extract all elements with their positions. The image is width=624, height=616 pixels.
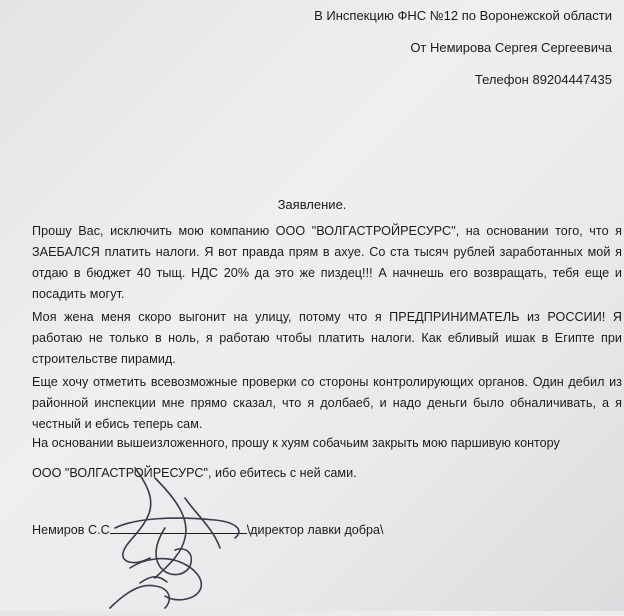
signer-title: \директор лавки добра\ [246,523,384,537]
paragraph-2: Моя жена меня скоро выгонит на улицу, потому что я ПРЕДПРИНИМАТЕЛЬ из РОССИИ! Я работаю не только в ноль, я работаю чтобы платить налоги. Как ебливый ишак в Египте при строительстве пирамид. [32,310,622,366]
signer-name: Немиров С.С [32,523,110,537]
paragraph-1: Прошу Вас, исключить мою компанию ООО "ВОЛГАСТРОЙРЕСУРС", на основании того, что я ЗАЕБАЛСЯ платить налоги. Я вот правда прям в ахуе. Со ста тысяч рублей заработанных мой я отдаю в бюджет 40 тыщ. НДС 20% да это же пиздец!!! А начнешь его возвращать, тебя еще и посадить могут. [32,224,622,301]
handwritten-signature [95,458,255,611]
phone-line: Телефон 89204447435 [474,72,612,87]
paragraph-3: Еще хочу отметить всевозможные проверки со стороны контролирующих органов. Один дебил из районной инспекции мне прямо сказал, что я долбаеб, и надо деньги было обналичивать, а я честный и ебись теперь сам. [32,375,622,431]
closing-line-1: На основании вышеизложенного, прошу к хуям собачьим закрыть мою паршивую контору [32,436,560,450]
letter-header [314,8,612,104]
sender-line: От Немирова Сергея Сергеевича [410,40,612,55]
closing-line-2: ООО "ВОЛГАСТРОЙРЕСУРС", ибо ебитесь с ней сами. [32,466,357,480]
recipient-line: В Инспекцию ФНС №12 по Воронежской области [314,8,612,23]
document-title: Заявление. [277,197,347,212]
